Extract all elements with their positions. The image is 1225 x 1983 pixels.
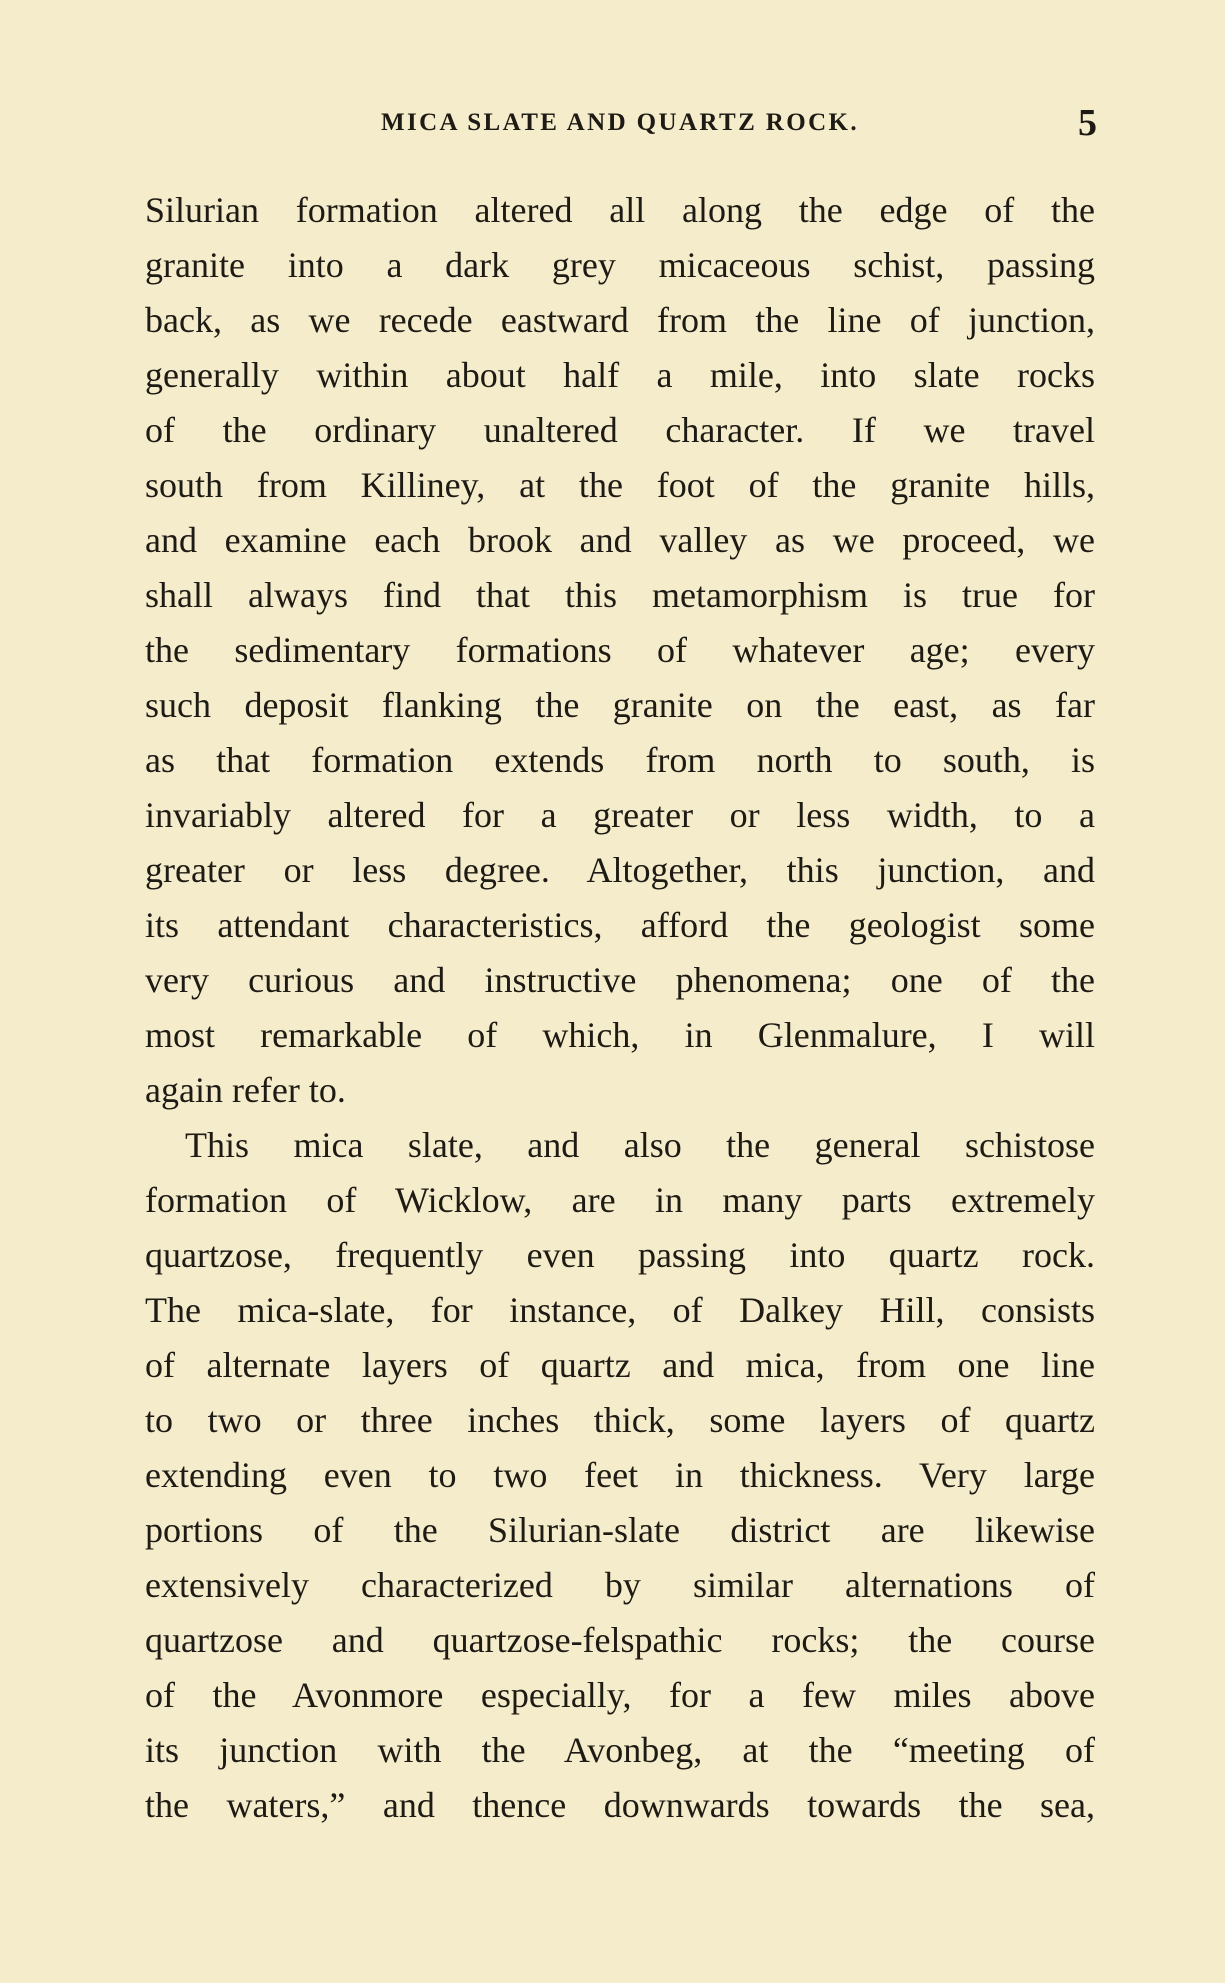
text-line: greater or less degree. Altogether, this junction, and bbox=[145, 850, 1095, 890]
text-line: generally within about half a mile, into slate rocks bbox=[145, 355, 1095, 395]
text-line: extensively characterized by similar alternations of bbox=[145, 1565, 1095, 1605]
text-line: granite into a dark grey micaceous schist, passing bbox=[145, 245, 1095, 285]
text-line: quartzose and quartzose-felspathic rocks; the course bbox=[145, 1620, 1095, 1660]
text-line: to two or three inches thick, some layers of quartz bbox=[145, 1400, 1095, 1440]
text-line: invariably altered for a greater or less width, to a bbox=[145, 795, 1095, 835]
text-line: the sedimentary formations of whatever age; every bbox=[145, 630, 1095, 670]
text-line: most remarkable of which, in Glenmalure, I will bbox=[145, 1015, 1095, 1055]
text-line: quartzose, frequently even passing into quartz rock. bbox=[145, 1235, 1095, 1275]
text-line: The mica-slate, for instance, of Dalkey Hill, consists bbox=[145, 1290, 1095, 1330]
text-line: extending even to two feet in thickness. Very large bbox=[145, 1455, 1095, 1495]
text-line: of the ordinary unaltered character. If we travel bbox=[145, 410, 1095, 450]
body-text bbox=[145, 183, 1095, 1833]
running-head bbox=[145, 103, 1095, 143]
page-number: 5 bbox=[1078, 102, 1097, 144]
text-line: formation of Wicklow, are in many parts extremely bbox=[145, 1180, 1095, 1220]
text-line: This mica slate, and also the general schistose bbox=[185, 1125, 1095, 1165]
text-line: of the Avonmore especially, for a few miles above bbox=[145, 1675, 1095, 1715]
text-line: its attendant characteristics, afford the geologist some bbox=[145, 905, 1095, 945]
running-title: MICA SLATE AND QUARTZ ROCK. bbox=[380, 109, 860, 136]
text-line: of alternate layers of quartz and mica, from one line bbox=[145, 1345, 1095, 1385]
text-line: shall always find that this metamorphism is true for bbox=[145, 575, 1095, 615]
text-line: portions of the Silurian-slate district are likewise bbox=[145, 1510, 1095, 1550]
text-line: as that formation extends from north to south, is bbox=[145, 740, 1095, 780]
text-line: such deposit flanking the granite on the east, as far bbox=[145, 685, 1095, 725]
text-line: very curious and instructive phenomena; one of the bbox=[145, 960, 1095, 1000]
text-line: the waters,” and thence downwards towards the sea, bbox=[145, 1785, 1095, 1825]
text-line: south from Killiney, at the foot of the granite hills, bbox=[145, 465, 1095, 505]
text-line: its junction with the Avonbeg, at the “meeting of bbox=[145, 1730, 1095, 1770]
text-line: again refer to. bbox=[145, 1070, 346, 1110]
text-line: and examine each brook and valley as we proceed, we bbox=[145, 520, 1095, 560]
text-line: Silurian formation altered all along the edge of the bbox=[145, 190, 1095, 230]
text-line: back, as we recede eastward from the line of junction, bbox=[145, 300, 1095, 340]
